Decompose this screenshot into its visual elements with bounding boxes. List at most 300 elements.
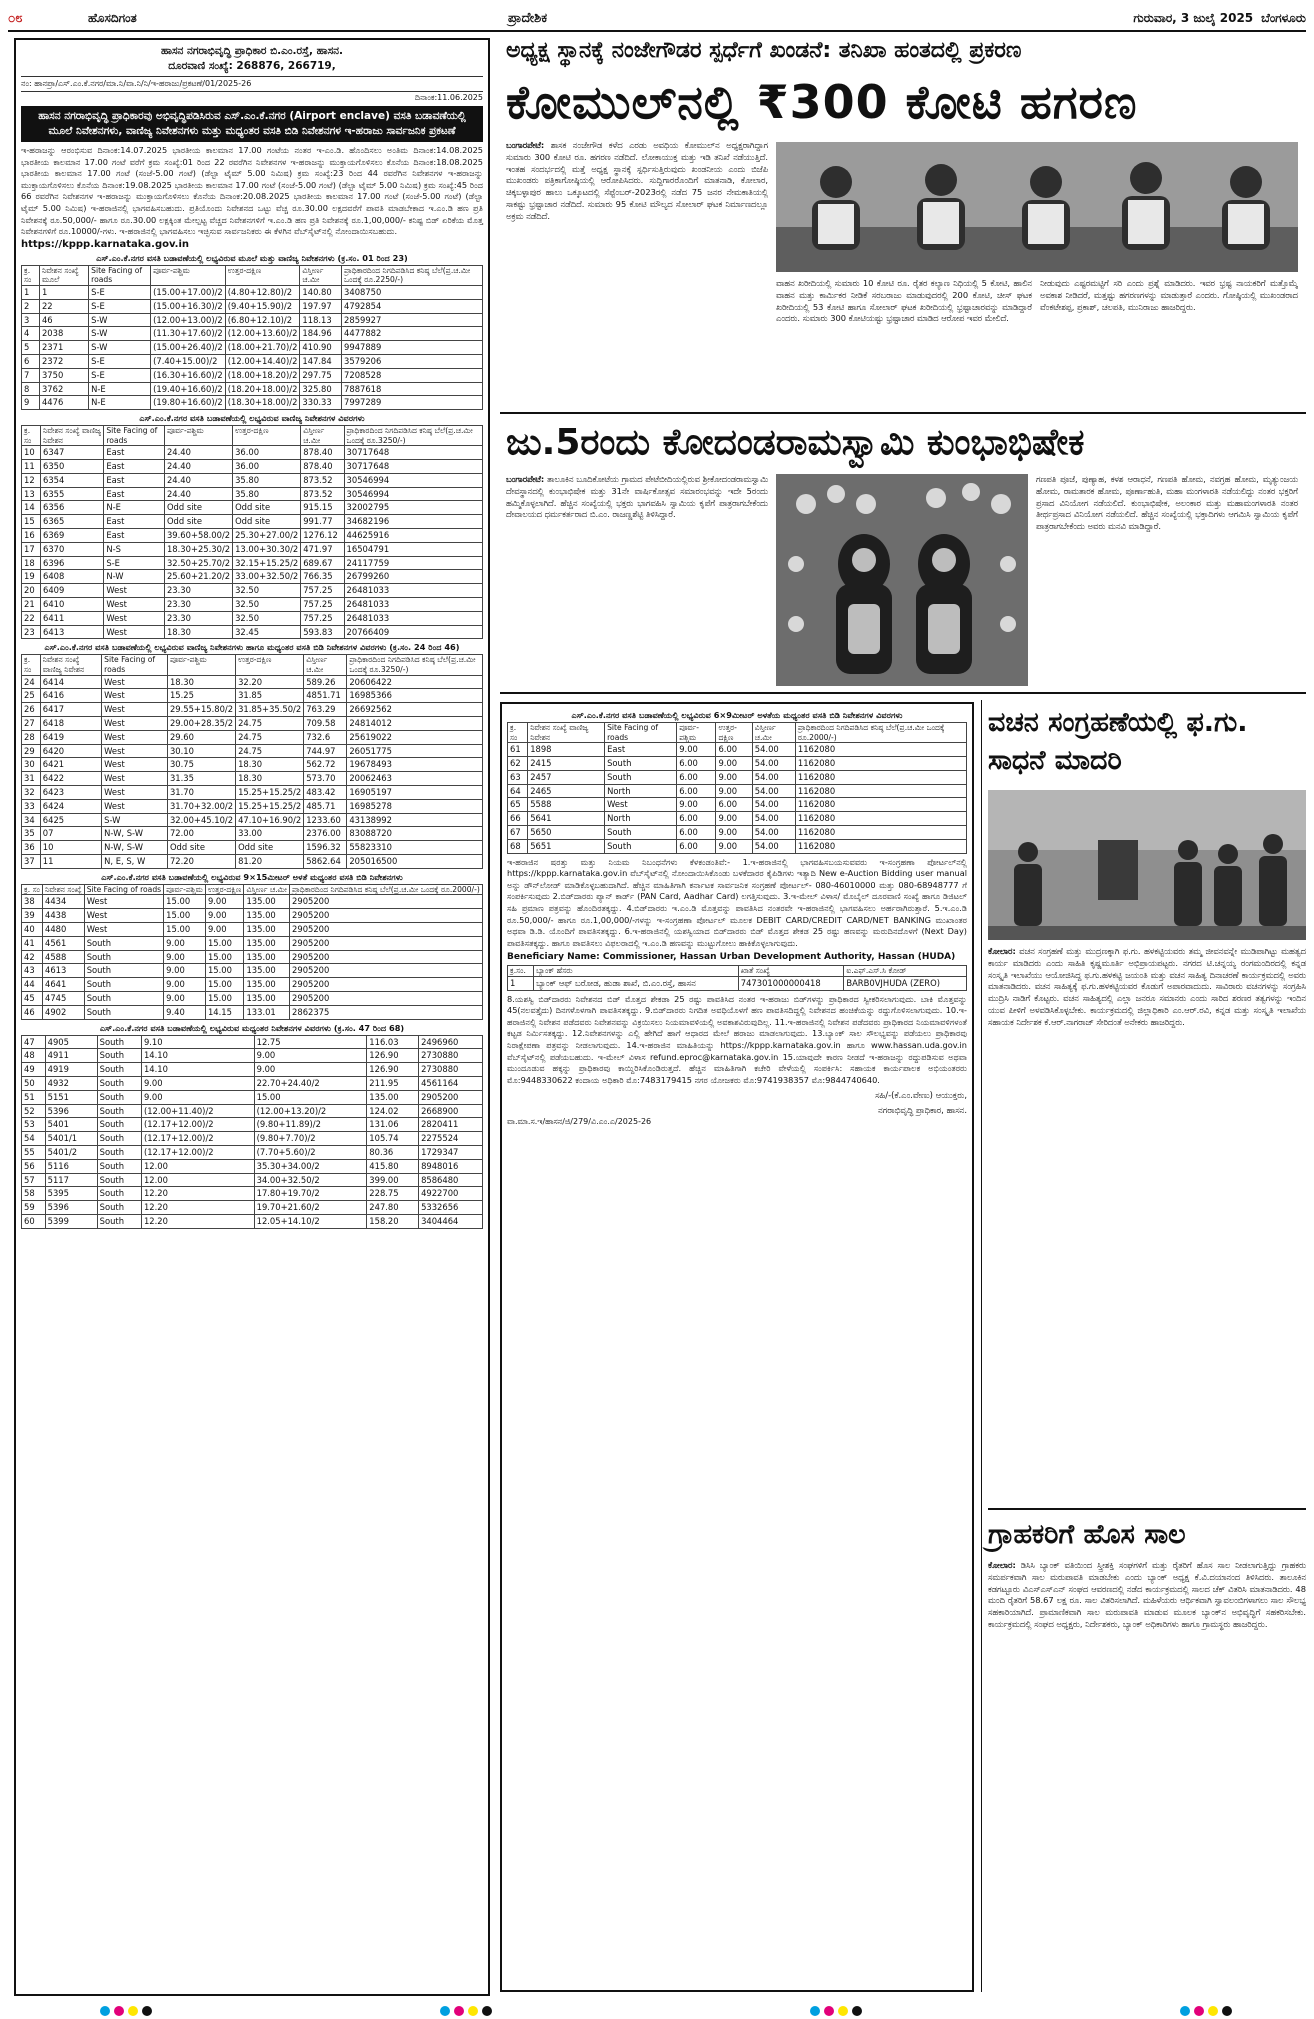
black-dot-icon xyxy=(1222,2006,1232,2016)
table-cell: 33.00+32.50/2 xyxy=(233,570,301,584)
yellow-dot-icon xyxy=(468,2006,478,2016)
table-cell: 4480 xyxy=(42,922,84,936)
table-row xyxy=(22,689,483,703)
yellow-dot-icon xyxy=(838,2006,848,2016)
table-cell: 6411 xyxy=(40,611,103,625)
table-row xyxy=(22,827,483,841)
table-cell: 35.80 xyxy=(233,473,301,487)
registration-marks-left xyxy=(100,2006,152,2016)
table-cell: 2668900 xyxy=(419,1104,483,1118)
table-cell: 9.00 xyxy=(205,909,244,923)
table-cell: South xyxy=(605,770,677,784)
cyan-dot-icon xyxy=(100,2006,110,2016)
table-cell: 6365 xyxy=(40,515,103,529)
table-cell: 43138992 xyxy=(347,813,483,827)
table-cell: 2415 xyxy=(528,756,605,770)
table-cell: 9.00 xyxy=(164,936,206,950)
table-cell: 12.05+14.10/2 xyxy=(254,1214,367,1228)
table-cell: 6.00 xyxy=(677,812,716,826)
table-cell: East xyxy=(605,743,677,757)
table-cell: 1162080 xyxy=(795,812,966,826)
table-cell: 42 xyxy=(22,950,43,964)
table-cell: 135.00 xyxy=(244,895,290,909)
table-row xyxy=(22,730,483,744)
table-cell: Odd site xyxy=(233,501,301,515)
table-cell: (18.00+18.20)/2 xyxy=(225,368,300,382)
table-row xyxy=(22,501,483,515)
table-cell: 5395 xyxy=(45,1187,97,1201)
table-cell: 54 xyxy=(22,1132,46,1146)
table-cell: 6419 xyxy=(40,730,101,744)
table-cell: 26 xyxy=(22,703,41,717)
table-cell: South xyxy=(84,950,163,964)
table-cell: 18.30 xyxy=(164,625,232,639)
table-cell: South xyxy=(97,1187,141,1201)
bank-header-name: ಬ್ಯಾಂಕ್ ಹೆಸರು xyxy=(534,966,739,977)
table-cell: 30546994 xyxy=(344,473,482,487)
table-cell: 2730880 xyxy=(419,1063,483,1077)
table-header-cell: ಪ್ರಾಧಿಕಾರದಿಂದ ನಿಗದಿಪಡಿಸಿದ ಕನಿಷ್ಠ ಬೆಲೆ(ಪ್ರ.ಚ.ಮೀ ಒಂದಕ್ಕೆ ರೂ.2000/-) xyxy=(795,723,966,743)
table-cell: 147.84 xyxy=(300,354,342,368)
table-cell: 5332656 xyxy=(419,1201,483,1215)
table-cell: 140.80 xyxy=(300,285,342,299)
table-cell: 47 xyxy=(22,1035,46,1049)
table-cell: 4641 xyxy=(42,978,84,992)
table-cell: 15.25 xyxy=(167,689,235,703)
table-row xyxy=(508,784,967,798)
table-cell: South xyxy=(97,1145,141,1159)
table-header-row xyxy=(22,265,483,285)
table-header-cell: ಉತ್ತರ-ದಕ್ಷಿಣ xyxy=(233,426,301,446)
table-cell: 399.00 xyxy=(367,1173,419,1187)
table-cell: N-W, S-W xyxy=(102,841,168,855)
table-cell: 6425 xyxy=(40,813,101,827)
table-header-cell: ಪೂರ್ವ-ಪಶ್ಚಿಮ xyxy=(677,723,716,743)
notice-authority: ಹಾಸನ ನಗರಾಭಿವೃದ್ಧಿ ಪ್ರಾಧಿಕಾರ ಬಿ.ಎಂ.ರಸ್ತೆ, ಹಾಸನ. xyxy=(160,45,344,57)
table-cell: 19 xyxy=(22,570,41,584)
table-header-cell: Site Facing of roads xyxy=(605,723,677,743)
table-cell: 44625916 xyxy=(344,529,482,543)
table-cell: 6418 xyxy=(40,717,101,731)
table-cell: 20766409 xyxy=(344,625,482,639)
table-header-cell: ಪ್ರಾಧಿಕಾರದಿಂದ ನಿಗದಿಪಡಿಸಿದ ಕನಿಷ್ಠ ಬೆಲೆ(ಪ್ರ.ಚ.ಮೀ ಒಂದಕ್ಕೆ ರೂ.2250/-) xyxy=(342,265,483,285)
table-cell: 12.00 xyxy=(141,1173,254,1187)
table-cell: (18.30+18.00)/2 xyxy=(225,396,300,410)
table-cell: 2820411 xyxy=(419,1118,483,1132)
table-cell: 31.35 xyxy=(167,772,235,786)
magenta-dot-icon xyxy=(824,2006,834,2016)
table-cell: 6424 xyxy=(40,799,101,813)
table-cell: (12.00+14.40)/2 xyxy=(225,354,300,368)
table-cell: 593.83 xyxy=(301,625,344,639)
table-row xyxy=(22,1090,483,1104)
table-cell: 757.25 xyxy=(301,584,344,598)
table-cell: 6356 xyxy=(40,501,103,515)
table-row xyxy=(22,909,483,923)
table-cell: 18.30 xyxy=(167,675,235,689)
public-notice-continued xyxy=(500,702,974,1992)
table-cell: 15.25+15.25/2 xyxy=(236,799,304,813)
table-cell: 56 xyxy=(22,1159,46,1173)
table-cell: (4.80+12.80)/2 xyxy=(225,285,300,299)
table-cell: 33 xyxy=(22,799,41,813)
table-cell: S-E xyxy=(89,299,151,313)
table-cell: 24.75 xyxy=(236,744,304,758)
table-cell: 6410 xyxy=(40,598,103,612)
table-cell: 247.80 xyxy=(367,1201,419,1215)
table-cell: 14 xyxy=(22,501,41,515)
table-cell: 81.20 xyxy=(236,855,304,869)
table-cell: (12.17+12.00)/2 xyxy=(141,1132,254,1146)
table-cell: 5401/1 xyxy=(45,1132,97,1146)
table-cell: South xyxy=(97,1063,141,1077)
cyan-dot-icon xyxy=(440,2006,450,2016)
table-cell: 3408750 xyxy=(342,285,483,299)
table-cell: East xyxy=(104,529,165,543)
table-header-cell: Site Facing of roads xyxy=(84,884,163,895)
table-row xyxy=(22,950,483,964)
table-cell: 31 xyxy=(22,772,41,786)
table-cell: 15.00 xyxy=(164,895,206,909)
table-cell: West xyxy=(102,772,168,786)
table-cell: 31.70 xyxy=(167,786,235,800)
table-cell: 20606422 xyxy=(347,675,483,689)
table-row xyxy=(22,625,483,639)
table-row xyxy=(22,675,483,689)
table-cell: 744.97 xyxy=(304,744,347,758)
table-cell: 1162080 xyxy=(795,798,966,812)
table-row xyxy=(22,285,483,299)
table-cell: 9.00 xyxy=(716,756,752,770)
table-cell: 1 xyxy=(39,285,88,299)
table-header-row xyxy=(22,655,483,675)
table-cell: 23.30 xyxy=(164,611,232,625)
table-cell: 1276.12 xyxy=(301,529,344,543)
table-cell: 54.00 xyxy=(752,839,795,853)
registration-marks-right xyxy=(810,2006,862,2016)
table-cell: 18.30 xyxy=(236,772,304,786)
table-cell: 5401/2 xyxy=(45,1145,97,1159)
table-cell: 763.29 xyxy=(304,703,347,717)
table-cell: 32.20 xyxy=(236,675,304,689)
table-cell: 2905200 xyxy=(290,895,483,909)
story1-col2 xyxy=(776,278,1032,412)
table-cell: South xyxy=(605,825,677,839)
table-cell: 36.00 xyxy=(233,446,301,460)
table-cell: South xyxy=(97,1076,141,1090)
table-cell: 325.80 xyxy=(300,382,342,396)
story3-body: ವಚನ ಸಂಗ್ರಹಣೆ ಮತ್ತು ಮುದ್ರಣಕ್ಕಾಗಿ ಫ.ಗು. ಹಳಕಟ್ಟಿಯವರು ತಮ್ಮ ಜೀವನವನ್ನೇ ಮುಡಿಪಾಗಿಟ್ಟು ಮಹತ್ವದ ಕಾರ್ಯ ಮಾಡಿದರು ಎಂದು ಸಾಹಿತಿ ಕೃಷ್ಣಮೂರ್ತಿ ಅಭಿಪ್ರಾಯಪಟ್ಟರು. ನಗರದ ಟಿ.ಚನ್ನಯ್ಯ ರಂಗಮಂದಿರದಲ್ಲಿ ಕನ್ನಡ ಸಂಸ್ಕೃತಿ ಇಲಾಖೆಯು ಆಯೋಜಿಸಿದ್ದ ಫ.ಗು.ಹಳಕಟ್ಟಿ ಜಯಂತಿ ಮತ್ತು ವಚನ ಸಾಹಿತ್ಯ ದಿನಾಚರಣೆ ಕಾರ್ಯಕ್ರಮದಲ್ಲಿ ಅವರು ಮಾತನಾಡಿದರು. ವಚನ ಸಾಹಿತ್ಯಕ್ಕೆ ಫ.ಗು.ಹಳಕಟ್ಟಿಯವರ ಕೊಡುಗೆ ಅಪಾರವಾದುದು. ಸಾವಿರಾರು ವಚನಗಳನ್ನು ಸಂಗ್ರಹಿಸಿ ಮುದ್ರಿಸಿ ನಾಡಿಗೆ ಕೊಟ್ಟರು. ವಚನ ಸಾಹಿತ್ಯದಲ್ಲಿ ಎಲ್ಲಾ ಜನರೂ ಸಮಾನರು ಎಂದು ಸಾರಿದ ಶರಣರ ತತ್ವಗಳನ್ನು ಇಂದಿನ ಯುವ ಪೀಳಿಗೆ ಅಳವಡಿಸಿಕೊಳ್ಳಬೇಕು. ಕಾರ್ಯಕ್ರಮದಲ್ಲಿ ಜಿಲ್ಲಾಧಿಕಾರಿ ಎಂ.ಆರ್.ರವಿ, ಕನ್ನಡ ಮತ್ತು ಸಂಸ್ಕೃತಿ ಇಲಾಖೆಯ ಸಹಾಯಕ ನಿರ್ದೇಶಕ ಕೆ.ಆರ್.ನಾಗರಾಜ್ ಸೇರಿದಂತೆ ಅನೇಕರು ಹಾಜರಿದ್ದರು. xyxy=(988,946,1306,1027)
table-cell: (18.20+18.00)/2 xyxy=(225,382,300,396)
table-cell: South xyxy=(84,936,163,950)
table-cell: 64 xyxy=(508,784,528,798)
table-cell: 6354 xyxy=(40,473,103,487)
story2-dateline: ಬಂಗಾರಪೇಟೆ: xyxy=(506,474,545,484)
table-cell: (19.40+16.60)/2 xyxy=(151,382,226,396)
table-header-cell: ಕ್ರ. ಸಂ xyxy=(22,426,41,446)
story1-body2: ವಾಹನ ಖರೀದಿಯಲ್ಲಿ ಸುಮಾರು 10 ಕೋಟಿ ರೂ. ರೈತರ ಕಲ್ಯಾಣ ನಿಧಿಯಲ್ಲಿ 5 ಕೋಟಿ, ಹಾಲಿನ ವಾಹನ ಮತ್ತು ಕಾರ್ಮಿಕರ ನೀಡಿಕೆ ಸರಬರಾಜು ಮಾಡುವುದರಲ್ಲಿ 200 ಕೋಟಿ, ಚೀಸ್ ಘಟಕ ಖರೀದಿಯಲ್ಲಿ 53 ಕೋಟಿ ಹಾಗೂ ಸೋಲಾರ್ ಘಟಕ ಖರೀದಿಯಲ್ಲಿ ಭ್ರಷ್ಟಾಚಾರವನ್ನು ಮಾಡಿದ್ದಾರೆ ಎಂದರು. ಸುಮಾರು 300 ಕೋಟಿಯಷ್ಟು ಭ್ರಷ್ಟಾಚಾರ ಮಾಡಿದ ಆರೋಪ ಇವರ ಮೇಲಿದೆ. xyxy=(776,278,1032,324)
table-cell: 22 xyxy=(39,299,88,313)
table-cell: 41 xyxy=(22,936,43,950)
table-cell: (9.80+11.89)/2 xyxy=(254,1118,367,1132)
table-cell: 35.80 xyxy=(233,487,301,501)
table-cell: 30.10 xyxy=(167,744,235,758)
table-cell: 766.35 xyxy=(301,570,344,584)
table-header-cell: ವಿಸ್ತೀರ್ಣ ಚ.ಮೀ xyxy=(301,426,344,446)
table-cell: West xyxy=(84,895,163,909)
story3-body-block xyxy=(988,946,1306,1502)
table-cell: 4561 xyxy=(42,936,84,950)
table-cell: 131.06 xyxy=(367,1118,419,1132)
table-cell: (9.80+7.70)/2 xyxy=(254,1132,367,1146)
black-dot-icon xyxy=(142,2006,152,2016)
table-header-cell: ಕ್ರ. ಸಂ xyxy=(22,884,43,895)
divider-1 xyxy=(500,412,1306,414)
table-cell: West xyxy=(104,625,165,639)
table-cell: 32.50+25.70/2 xyxy=(164,556,232,570)
table-row xyxy=(22,1076,483,1090)
table-row xyxy=(22,991,483,1005)
table-cell: East xyxy=(104,487,165,501)
table-header-cell: ಕ್ರ. ಸಂ xyxy=(508,723,528,743)
story4-body-block xyxy=(988,1560,1306,1990)
table-small-sites xyxy=(507,722,967,854)
table-row xyxy=(22,515,483,529)
table-cell: 43 xyxy=(22,964,43,978)
table-cell: 878.40 xyxy=(301,460,344,474)
table-cell: 4438 xyxy=(42,909,84,923)
table-cell: 24.40 xyxy=(164,487,232,501)
story2-col2 xyxy=(1036,474,1298,686)
table-cell: 1162080 xyxy=(795,770,966,784)
table-cell: 6409 xyxy=(40,584,103,598)
table-cell: 4792854 xyxy=(342,299,483,313)
table-cell: 4745 xyxy=(42,991,84,1005)
table-header-cell: ವಿಸ್ತೀರ್ಣ ಚ.ಮೀ xyxy=(752,723,795,743)
table-cell: 9.00 xyxy=(205,895,244,909)
table-cell: 30546994 xyxy=(344,487,482,501)
table-cell: 6.00 xyxy=(677,839,716,853)
table-row xyxy=(22,703,483,717)
table-cell: South xyxy=(97,1132,141,1146)
notice-date: ದಿನಾಂಕ:11.06.2025 xyxy=(414,93,483,102)
story1-body1: ಶಾಸಕ ನಂಜೇಗೌಡ ಕಳೆದ ಎರಡು ಅವಧಿಯ ಕೋಮುಲ್‌ನ ಅಧ್ಯಕ್ಷರಾಗಿದ್ದಾಗ ಸುಮಾರು 300 ಕೋಟಿ ರೂ. ಹಗರಣ ನಡೆದಿದೆ. ಲೋಕಾಯುಕ್ತ ಮತ್ತು ಇಡಿ ತನಿಖೆ ನಡೆಯುತ್ತಿದೆ. ಇಂತಹ ಸಂದರ್ಭದಲ್ಲಿ ಮತ್ತೆ ಅಧ್ಯಕ್ಷ ಸ್ಥಾನಕ್ಕೆ ಸ್ಪರ್ಧಿಸುತ್ತಿರುವುದು ಖಂಡನೀಯ ಎಂದು ಬಿಜೆಪಿ ಮುಖಂಡರು ಪತ್ರಿಕಾಗೋಷ್ಠಿಯಲ್ಲಿ ಆರೋಪಿಸಿದರು. ಸುದ್ದಿಗಾರರೊಂದಿಗೆ ಮಾತನಾಡಿ, ಕೋಲಾರ, ಚಿಕ್ಕಬಳ್ಳಾಪುರ ಹಾಲು ಒಕ್ಕೂಟದಲ್ಲಿ ಸೆಪ್ಟೆಂಬರ್-2023ರಲ್ಲಿ ನಡೆದ 75 ಜನರ ನೇಮಕಾತಿಯಲ್ಲಿ ಸಾಕಷ್ಟು ಭ್ರಷ್ಟಾಚಾರ ನಡೆದಿದೆ. ಸುಮಾರು 95 ಕೋಟಿ ಮೌಲ್ಯದ ಸೋಲಾರ್ ಘಟಕ ನಿರ್ಮಾಣದಲ್ಲೂ ಅಕ್ರಮ ನಡೆದಿದೆ. xyxy=(506,140,768,221)
table-cell: 9 xyxy=(22,396,40,410)
table-cell: 5401 xyxy=(45,1118,97,1132)
table-cell: 24 xyxy=(22,675,41,689)
table-cell: 54.00 xyxy=(752,798,795,812)
table-cell: 757.25 xyxy=(301,611,344,625)
table-cell: 211.95 xyxy=(367,1076,419,1090)
table-cell: West xyxy=(102,744,168,758)
table-cell: West xyxy=(84,909,163,923)
table-cell: 16504791 xyxy=(344,542,482,556)
table-row xyxy=(508,743,967,757)
table-cell: 9.00 xyxy=(141,1076,254,1090)
table-cell: S-E xyxy=(89,285,151,299)
table-cell: 12.20 xyxy=(141,1187,254,1201)
table-cell: (6.80+12.10)/2 xyxy=(225,313,300,327)
table-cell: 6355 xyxy=(40,487,103,501)
table-cell: 6350 xyxy=(40,460,103,474)
newspaper-brand: ಹೊಸದಿಗಂತ xyxy=(88,10,137,25)
table-cell: 126.90 xyxy=(367,1063,419,1077)
table-header-cell: ಪ್ರಾಧಿಕಾರದಿಂದ ನಿಗದಿಪಡಿಸಿದ ಕನಿಷ್ಠ ಬೆಲೆ(ಪ್ರ.ಚ.ಮೀ ಒಂದಕ್ಕೆ ರೂ.2000/-) xyxy=(290,884,483,895)
table-cell: 732.6 xyxy=(304,730,347,744)
table-cell: 6.00 xyxy=(677,756,716,770)
table-cell: (12.00+13.20)/2 xyxy=(254,1104,367,1118)
table-cell: 40 xyxy=(22,922,43,936)
table-cell: (9.40+15.90)/2 xyxy=(225,299,300,313)
table-cell: 4434 xyxy=(42,895,84,909)
notice-ref-line xyxy=(21,76,483,92)
table-cell: East xyxy=(104,473,165,487)
table-cell: West xyxy=(102,703,168,717)
table-cell: 47.10+16.90/2 xyxy=(236,813,304,827)
table-cell: 45 xyxy=(22,991,43,1005)
story2-body1: ತಾಲೂಕಿನ ಬೂದಿಕೋಟೆಯ ಗ್ರಾಮದ ಪೇಟೆಬೀದಿಯಲ್ಲಿರುವ ಶ್ರೀಕೋದಂಡರಾಮಸ್ವಾಮಿ ದೇವಸ್ಥಾನದಲ್ಲಿ ಕುಂಭಾಭಿಷೇಕ ಮತ್ತು 31ನೇ ವಾರ್ಷಿಕೋತ್ಸವ ಸಮಾರಂಭವನ್ನು ಇದೇ 5ರಂದು ಹಮ್ಮಿಕೊಳ್ಳಲಾಗಿದೆ. ಹೆಚ್ಚಿನ ಸಂಖ್ಯೆಯಲ್ಲಿ ಭಕ್ತರು ಭಾಗವಹಿಸಿ ಸ್ವಾಮಿಯ ಕೃಪೆಗೆ ಪಾತ್ರರಾಗಬೇಕೆಂದು ದೇವಾಲಯದ ಧರ್ಮಕರ್ತರಾದ ಬಿ.ಎಂ. ರಾಜಣ್ಣಶೆಟ್ಟಿ ತಿಳಿಸಿದ್ದಾರೆ. xyxy=(506,474,768,520)
table-cell: 2730880 xyxy=(419,1049,483,1063)
table-cell: 32.50 xyxy=(233,584,301,598)
bank-details-table xyxy=(507,965,967,990)
table-cell: 15.00 xyxy=(205,964,244,978)
table-cell: 6370 xyxy=(40,542,103,556)
table-cell: 116.03 xyxy=(367,1035,419,1049)
magenta-dot-icon xyxy=(454,2006,464,2016)
table-row xyxy=(22,799,483,813)
table-header-cell: ಉತ್ತರ-ದಕ್ಷಿಣ xyxy=(236,655,304,675)
table-cell: 2372 xyxy=(39,354,88,368)
table-cell: 65 xyxy=(508,798,528,812)
table-cell: 4476 xyxy=(39,396,88,410)
column-rule xyxy=(981,700,982,1992)
table-row xyxy=(22,446,483,460)
group-photo-icon xyxy=(776,142,1298,272)
table-cell: 6.00 xyxy=(716,798,752,812)
notice-body: ಇ-ಹರಾಜನ್ನು ಆರಂಭಿಸುವ ದಿನಾಂಕ:14.07.2025 ಭಾರತೀಯ ಕಾಲಮಾನ 17.00 ಗಂಟೆಯ ನಂತರ ಇ-ಎಂ.ಡಿ. ಹೊಂದಿಸಲು ಅಂತಿಮ ದಿನಾಂಕ:14.08.2025 ಭಾರತೀಯ ಕಾಲಮಾನ 17.00 ಗಂಟೆ ವರೆಗೆ ಕ್ರಮ ಸಂಖ್ಯೆ:01 ರಿಂದ 22 ರವರೆಗಿನ ನಿವೇಶನಗಳ ಇ-ಹರಾಜನ್ನು ಮುಕ್ತಾಯಗೊಳಿಸಲು ಕೊನೆಯ ದಿನಾಂಕ:18.08.2025 ಭಾರತೀಯ ಕಾಲಮಾನ 17.00 ಗಂಟೆ (ಸಂಜೆ-5.00 ಗಂಟೆ) (ಡೆಲ್ಟಾ ಟೈಮ್ 5.00 ನಿಮಿಷ) ಕ್ರಮ ಸಂಖ್ಯೆ:23 ರಿಂದ 44 ರವರೆಗಿನ ನಿವೇಶನಗಳ ಇ-ಹರಾಜನ್ನು ಮುಕ್ತಾಯಗೊಳಿಸಲು ಕೊನೆಯ ದಿನಾಂಕ:19.08.2025 ಭಾರತೀಯ ಕಾಲಮಾನ 17.00 ಗಂಟೆ (ಸಂಜೆ-5.00 ಗಂಟೆ) (ಡೆಲ್ಟಾ ಟೈಮ್ 5.00 ನಿಮಿಷ) ಕ್ರಮ ಸಂಖ್ಯೆ:45 ರಿಂದ 66 ರವರೆಗಿನ ನಿವೇಶನಗಳ ಇ-ಹರಾಜನ್ನು ಮುಕ್ತಾಯಗೊಳಿಸಲು ಕೊನೆಯ ದಿನಾಂಕ:20.08.2025 ಭಾರತೀಯ ಕಾಲಮಾನ 17.00 ಗಂಟೆ (ಸಂಜೆ-5.00 ಗಂಟೆ) (ಡೆಲ್ಟಾ ಟೈಮ್ 5.00 ನಿಮಿಷ) ಇ-ಹರಾಜಿನಲ್ಲಿ ಭಾಗವಹಿಸಬಹುದು. ಪ್ರತಿಯೊಂದು ನಿವೇಶನದ ಒಟ್ಟು ವೆಚ್ಚ ರೂ.30.00 ಲಕ್ಷದವರೆಗೆ ಪಾವತಿ ಮಾಡಬೇಕಾದ ಇ.ಎಂ.ಡಿ ಹಣ ಪ್ರತಿ ನಿವೇಶನಕ್ಕೆ ರೂ.50,000/- ಹಾಗೂ ರೂ.30.00 ಲಕ್ಷಕ್ಕಿಂತ ಮೇಲ್ಪಟ್ಟ ವೆಚ್ಚದ ನಿವೇಶನಗಳಿಗೆ ಇ.ಎಂ.ಡಿ ಹಣ ಪ್ರತಿ ನಿವೇಶನಕ್ಕೆ ರೂ.1,00,000/- ಕನಿಷ್ಟ ಬಿಡ್ ಏರಿಕೆಯ ಮೊತ್ತ ನಿವೇಶನಗಳಿಗೆ ರೂ.10000/-ಗಳು. ಇ-ಹರಾಜಿನಲ್ಲಿ ಭಾಗವಹಿಸಲು ಇಚ್ಛಿಸುವ ಸಾರ್ವಜನಿಕರು ಈ ಕೆಳಗಿನ ವೆಬ್‌ಸೈಟ್‌ನಲ್ಲಿ ನೋಂದಾಯಿಸಬಹುದು. xyxy=(21,145,483,237)
table-cell: 4613 xyxy=(42,964,84,978)
table-cell: N-E xyxy=(89,382,151,396)
table-cell: 36.00 xyxy=(233,460,301,474)
table-cell: 15.25+15.25/2 xyxy=(236,786,304,800)
table-cell: 15 xyxy=(22,515,41,529)
table-cell: 3404464 xyxy=(419,1214,483,1228)
story1-kicker: ಅಧ್ಯಕ್ಷ ಸ್ಥಾನಕ್ಕೆ ನಂಜೇಗೌಡರ ಸ್ಪರ್ಧೆಗೆ ಖಂಡನೆ: ತನಿಖಾ ಹಂತದಲ್ಲಿ ಪ್ರಕರಣ xyxy=(506,38,1022,63)
notice-link: https://kppp.karnataka.gov.in xyxy=(21,238,190,250)
table-cell: 124.02 xyxy=(367,1104,419,1118)
table-cell: (12.00+13.60)/2 xyxy=(225,327,300,341)
table-row xyxy=(508,798,967,812)
table-cell: 4588 xyxy=(42,950,84,964)
table-cell: 6396 xyxy=(40,556,103,570)
table-row xyxy=(22,1173,483,1187)
section-name: ಪ್ರಾದೇಶಿಕ xyxy=(508,10,548,26)
table-cell: 4932 xyxy=(45,1076,97,1090)
table-cell: 1233.60 xyxy=(304,813,347,827)
table-cell: 32.15+15.25/2 xyxy=(233,556,301,570)
table-cell: 126.90 xyxy=(367,1049,419,1063)
table-header-cell: ನಿವೇಶನ ಸಂಖ್ಯೆ ಮೂಲೆ xyxy=(39,265,88,285)
table-cell: 26481033 xyxy=(344,611,482,625)
table-cell: 54.00 xyxy=(752,743,795,757)
table-cell: 55 xyxy=(22,1145,46,1159)
table-cell: N-S xyxy=(104,542,165,556)
table-cell: S-W xyxy=(102,813,168,827)
table-header-cell: ಉತ್ತರ-ದಕ್ಷಿಣ xyxy=(225,265,300,285)
table-cell: 6 xyxy=(22,354,40,368)
table-intermediate-sites xyxy=(21,884,483,1020)
table-cell: 6416 xyxy=(40,689,101,703)
table-cell: (11.30+17.60)/2 xyxy=(151,327,226,341)
table-cell: N-E xyxy=(89,396,151,410)
table-row xyxy=(22,584,483,598)
table-cell: 19678493 xyxy=(347,758,483,772)
table-cell: 18.30+25.30/2 xyxy=(164,542,232,556)
table-cell: 415.80 xyxy=(367,1159,419,1173)
table-header-cell: ಪೂರ್ವ-ಪಶ್ಚಿಮ xyxy=(164,426,232,446)
table-cell: 2859927 xyxy=(342,313,483,327)
table-cell: 6369 xyxy=(40,529,103,543)
table-cell: 873.52 xyxy=(301,473,344,487)
table-cell: 14.15 xyxy=(205,1005,244,1019)
table-cell: 5151 xyxy=(45,1090,97,1104)
public-notice xyxy=(14,38,490,1996)
table-cell: (15.00+26.40)/2 xyxy=(151,341,226,355)
table-cell: 67 xyxy=(508,825,528,839)
table-cell: West xyxy=(104,611,165,625)
table-cell: 32 xyxy=(22,786,41,800)
table-row xyxy=(22,1049,483,1063)
table-cell: 31.70+32.00/2 xyxy=(167,799,235,813)
table-cell: 72.20 xyxy=(167,855,235,869)
table-row xyxy=(22,922,483,936)
table-cell: 2376.00 xyxy=(304,827,347,841)
bank-header-sl: ಕ್ರ.ಸಂ. xyxy=(508,966,534,977)
table-cell: N-W xyxy=(104,570,165,584)
table-cell: 33.00 xyxy=(236,827,304,841)
table-header-cell: ನಿವೇಶನ ಸಂಖ್ಯೆ ವಾಣಿಜ್ಯ ನಿವೇಶನ xyxy=(40,655,101,675)
magenta-dot-icon xyxy=(1194,2006,1204,2016)
table-cell: 3579206 xyxy=(342,354,483,368)
table-row xyxy=(22,717,483,731)
table-cell: (12.17+12.00)/2 xyxy=(141,1118,254,1132)
table-cell: 25619022 xyxy=(347,730,483,744)
table-cell: 8 xyxy=(22,382,40,396)
bank-account: 747301000000418 xyxy=(738,976,844,990)
table-cell: 53 xyxy=(22,1118,46,1132)
table-cell: 58 xyxy=(22,1187,46,1201)
table-cell: 39.60+58.00/2 xyxy=(164,529,232,543)
table-cell: West xyxy=(102,758,168,772)
table-cell: 9.00 xyxy=(716,825,752,839)
table-cell: 135.00 xyxy=(244,964,290,978)
table-cell: N-E xyxy=(104,501,165,515)
table-cell: South xyxy=(97,1090,141,1104)
table-cell: 3750 xyxy=(39,368,88,382)
table-header-cell: ನಿವೇಶನ ಸಂಖ್ಯೆ ವಾಣಿಜ್ಯ ನಿವೇಶನ xyxy=(528,723,605,743)
table-row xyxy=(22,556,483,570)
table-cell: South xyxy=(97,1035,141,1049)
table-cell: 57 xyxy=(22,1173,46,1187)
table-cell: 105.74 xyxy=(367,1132,419,1146)
table-row xyxy=(22,368,483,382)
table-cell: (7.40+15.00)/2 xyxy=(151,354,226,368)
table-cell: (18.00+21.70)/2 xyxy=(225,341,300,355)
deity-photo xyxy=(776,474,1028,686)
divider-2 xyxy=(500,692,1306,694)
table-row xyxy=(22,299,483,313)
table-cell: 5396 xyxy=(45,1201,97,1215)
